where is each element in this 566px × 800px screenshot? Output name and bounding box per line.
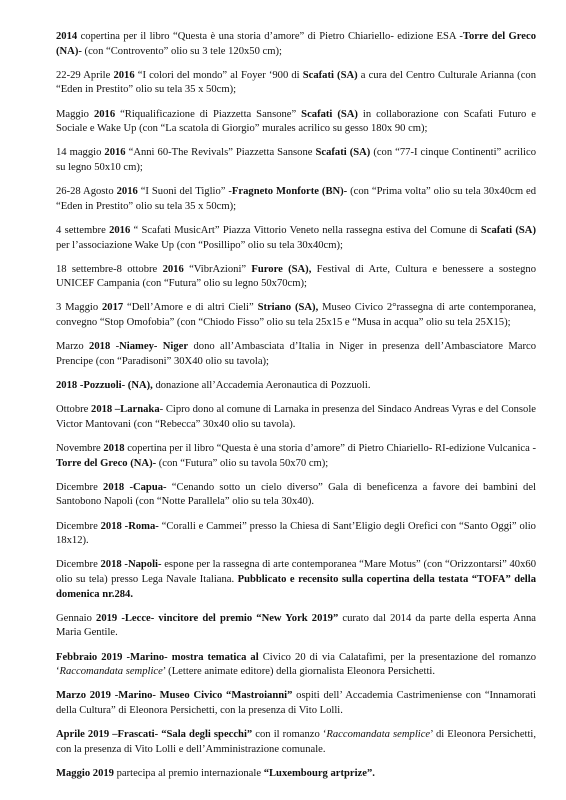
entry-text-bold: 2018 -Pozzuoli- (NA), [56, 380, 153, 392]
entry-text: - Cipro dono al comune di Larnaka in presenza del Sindaco Andreas Vyras e del Console Victor Mantovani (con “Rebecca” 30x40 olio su tavola). [56, 404, 537, 430]
entry-text: copertina per il libro “Questa è una storia d’amore” di Pietro Chiariello- RI-edizione Vulcanica - [124, 443, 536, 454]
entry-text-bold: 2016 [109, 224, 131, 236]
exhibition-entry [56, 481, 536, 510]
entry-text-italic: Raccomandata semplice [59, 666, 163, 678]
entry-text: “Cenando sotto un cielo diverso” Gala di beneficenza a favore dei bambini del Santobono Napoli (con “Notte Parallela” olio su tela 30x40). [56, 481, 536, 508]
exhibition-entry [56, 442, 536, 471]
entry-text: partecipa al premio internazionale [113, 767, 264, 779]
entry-text: “ Scafati MusicArt” Piazza Vittorio Veneto nella rassegna estiva del Comune di [130, 224, 481, 236]
entry-text: “Coralli e Cammei” presso la Chiesa di Sant’Eligio degli Orefici con “Santo Oggi” olio 18x12). [56, 520, 536, 547]
exhibition-entry [56, 612, 536, 641]
exhibition-entry [56, 403, 536, 432]
entry-text: per l’associazione Wake Up (con “Posillipo” olio su tela 30x40cm); [56, 239, 343, 251]
entry-text-bold: 2018 [103, 443, 125, 454]
exhibition-entry [56, 767, 536, 782]
exhibition-entry [56, 30, 536, 59]
exhibition-entry [56, 263, 536, 292]
entry-text: (con “77-I cinque Continenti” acrilico su legno 50x10 cm); [56, 147, 537, 173]
entry-text-bold: Scafati (SA) [302, 69, 358, 81]
entry-text: “Dell’Amore e di altri Cieli” [123, 302, 258, 314]
entry-text: Ottobre [56, 404, 92, 416]
entry-text: Museo Civico 2°rassegna di arte contemporanea, convegno “Stop Omofobia” (con “Chiodo Fisso” olio su tela 25x15 e “Musa in acqua” olio su tela 25X15); [56, 302, 536, 329]
exhibition-entry [56, 651, 536, 680]
entry-text: ’ (Lettere animate editore) della giornalista Eleonora Persichetti. [162, 666, 435, 678]
entry-text-bold: Fragneto Monforte (BN)- [231, 186, 348, 198]
entry-text-bold: 2018 –Larnaka [91, 404, 160, 416]
entry-text: “I colori del mondo” al Foyer ‘900 di [134, 69, 303, 81]
entry-text: a cura del Centro Culturale Arianna (con “Eden in Prestito” olio su tela 35 x 50cm); [56, 69, 536, 96]
exhibition-entry [56, 558, 536, 602]
entry-text: Gennaio [56, 612, 97, 624]
entry-text-bold: 2018 [89, 341, 111, 353]
entry-text: espone per la rassegna di arte contemporanea “Mare Motus” (con “Orizzontarsi” 40x60 olio su tela) presso Lega Navale Italiana. [56, 559, 536, 585]
entry-text-bold: 2019 -Lecce- vincitore del premio “New York 2019” [96, 612, 339, 624]
entry-text: “Riqualificazione di Piazzetta Sansone” [115, 108, 302, 120]
entry-text-bold: Scafati (SA) [480, 224, 536, 236]
entry-text-bold: 2016 [162, 263, 184, 275]
entry-text-bold: “Luxembourg artprize”. [263, 767, 375, 779]
entry-text-bold: Torre del Greco (NA)- [56, 31, 536, 57]
exhibition-entry [56, 340, 536, 369]
entry-text-bold: Maggio 2019 [56, 767, 114, 779]
exhibition-entry [56, 108, 536, 137]
entry-text-bold: Torre del Greco (NA)- [56, 457, 157, 469]
exhibition-entry [56, 379, 536, 394]
entry-text: con il romanzo ‘ [252, 729, 327, 741]
entry-text-bold: Febbraio 2019 -Marino- mostra tematica al [56, 651, 259, 663]
entry-text-bold: 2018 -Napoli- [100, 559, 162, 571]
exhibition-entry [56, 301, 536, 330]
entry-text: Festival di Arte, Cultura e benessere a sostegno UNICEF Campania (con “Futura” olio su legno 50x70cm); [56, 263, 536, 290]
entry-text-bold: 2018 -Roma- [100, 520, 159, 532]
entry-text-bold: Aprile 2019 –Frascati- “Sala degli specchi” [56, 729, 253, 741]
exhibition-entry [56, 728, 536, 757]
entry-text: curato dal 2014 da parte della esperta Anna Maria Gentile. [56, 612, 536, 639]
entry-text: Novembre [56, 443, 104, 454]
exhibition-entry [56, 520, 536, 549]
entry-text: Dicembre [56, 559, 101, 571]
entry-text: 3 Maggio [56, 302, 102, 314]
entry-text-bold: 2016 [113, 69, 135, 81]
exhibition-entry [56, 689, 536, 718]
entry-text: “VibrAzioni” [183, 263, 252, 275]
entry-text-bold: Scafati (SA) [301, 108, 358, 120]
exhibition-entry [56, 185, 536, 214]
entry-text: Civico 20 di via Calatafimi, per la presentazione del romanzo ‘ [56, 651, 536, 678]
entry-text-bold: Pubblicato e recensito sulla copertina della testata “TOFA” della domenica nr.284. [56, 573, 536, 600]
exhibition-entry [56, 146, 536, 175]
entry-text: ospiti dell’ Accademia Castrimeniense con “Innamorati della Cultura” di Eleonora Persichetti, con la presenza di Vito Lolli. [56, 690, 536, 716]
entry-text: 4 settembre [56, 224, 110, 236]
entry-text: (con “Prima volta” olio su tela 30x40cm ed “Eden in Prestito” olio su tela 35 x 50cm); [56, 186, 536, 212]
entry-text: Dicembre [56, 520, 101, 532]
entry-text: 26-28 Agosto [56, 186, 117, 198]
entry-text-bold: 2014 [56, 31, 78, 42]
entry-text-italic: Raccomandata semplice [326, 729, 431, 741]
entry-text: donazione all’Accademia Aeronautica di Pozzuoli. [152, 380, 371, 392]
entry-text-bold: 2017 [101, 302, 124, 314]
entry-text: copertina per il libro “Questa è una storia d’amore” di Pietro Chiariello- edizione ESA - [77, 31, 463, 42]
entry-text-bold: Striano (SA), [257, 302, 319, 314]
exhibition-entry [56, 69, 536, 98]
entry-text: 14 maggio [56, 147, 105, 159]
entry-text: 22-29 Aprile [56, 69, 114, 81]
entry-text: ’ di Eleonora Persichetti, con la presenza di Vito Lolli e dell’Amministrazione comunale. [56, 729, 537, 755]
entry-text-bold: Scafati (SA) [315, 147, 371, 159]
exhibition-list [56, 30, 536, 781]
entry-text: (con “Futura” olio su tavola 50x70 cm); [156, 457, 329, 469]
exhibition-entry [56, 224, 536, 253]
entry-text-bold: Niamey- Niger [119, 341, 189, 353]
entry-text: “I Suoni del Tiglio” - [137, 186, 232, 198]
entry-text-bold: 2016 [93, 108, 116, 120]
entry-text-bold: Furore (SA), [251, 263, 312, 275]
entry-text: (con “Controvento” olio su 3 tele 120x50 cm); [81, 45, 282, 57]
entry-text: Maggio [56, 108, 94, 120]
entry-text-bold: Marzo 2019 -Marino- Museo Civico “Mastroianni” [56, 690, 293, 702]
entry-text: “Anni 60-The Revivals” Piazzetta Sansone [125, 147, 316, 159]
entry-text: dono all’Ambasciata d’Italia in Niger in presenza dell’Ambasciatore Marco Prencipe (con “Paradisoni” 30X40 olio su tavola); [56, 341, 537, 367]
entry-text-bold: 2016 [116, 186, 138, 198]
entry-text: in collaborazione con Scafati Futuro e Sociale e Wake Up (con “La scatola di Giorgio” murales acrilico su gesso 180x 90 cm); [56, 108, 537, 135]
entry-text: - [110, 341, 120, 353]
entry-text: Marzo [56, 341, 90, 353]
entry-text: Dicembre [56, 481, 104, 493]
entry-text-bold: 2018 -Capua- [103, 481, 167, 493]
entry-text-bold: 2016 [104, 147, 126, 159]
entry-text: 18 settembre-8 ottobre [56, 263, 163, 275]
